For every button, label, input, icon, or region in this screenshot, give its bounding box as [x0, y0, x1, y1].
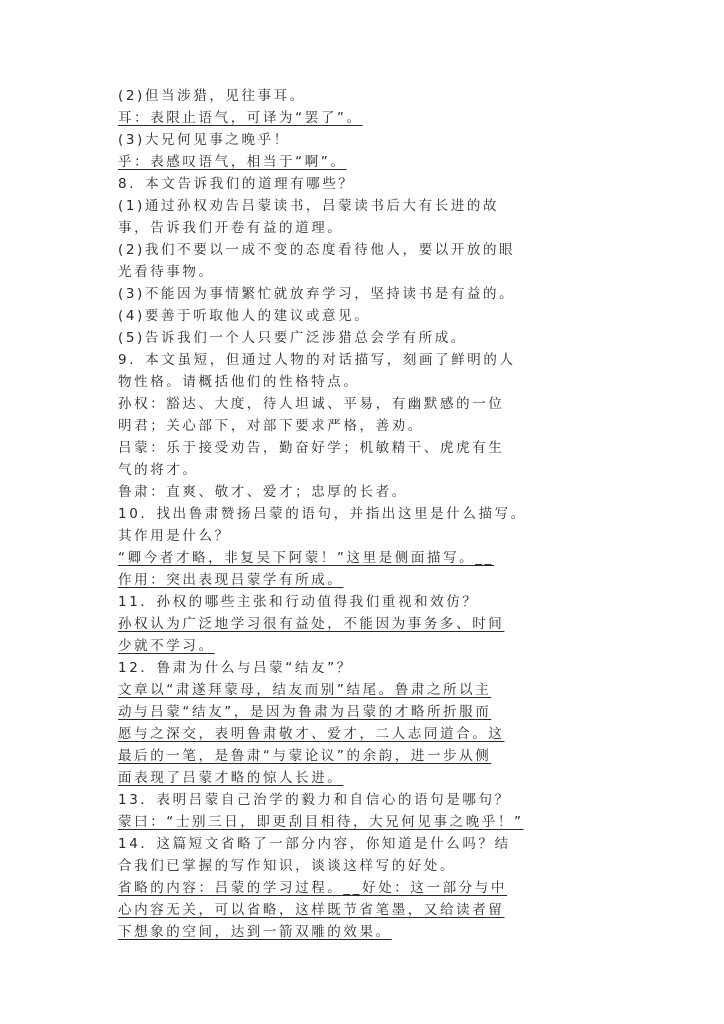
question-line: 9．本文虽短，但通过人物的对话描写，刻画了鲜明的人 — [118, 352, 516, 368]
answer-line: 省略的内容：吕蒙的学习过程。__好处：这一部分与中 — [118, 880, 507, 896]
answer-line: 孙权认为广泛地学习很有益处，不能因为事务多、时间 — [118, 616, 505, 632]
answer-line: 动与吕蒙“结友”，是因为鲁肃为吕蒙的才略所折服而 — [118, 704, 492, 720]
text-line: (3)大兄何见事之晚乎！ — [118, 132, 290, 148]
answer-line: 作用：突出表现吕蒙学有所成。 — [118, 572, 344, 588]
question-line: 13．表明吕蒙自己治学的毅力和自信心的语句是哪句？ — [118, 792, 511, 808]
question-line: 10．找出鲁肃赞扬吕蒙的语句，并指出这里是什么描写。 — [118, 506, 527, 522]
answer-line: 文章以“肃遂拜蒙母，结友而别”结尾。鲁肃之所以主 — [118, 682, 492, 698]
question-line: 12．鲁肃为什么与吕蒙“结友”？ — [118, 660, 353, 676]
answer-line: “卿今者才略，非复吴下阿蒙！”这里是侧面描写。__ — [118, 550, 494, 566]
answer-line: 少就不学习。 — [118, 638, 215, 654]
question-line: 合我们已掌握的写作知识，谈谈这样写的好处。 — [118, 858, 457, 874]
answer-line: 心内容无关，可以省略，这样既节省笔墨，又给读者留 — [118, 902, 505, 918]
question-line: 14．这篇短文省略了一部分内容，你知道是什么吗？结 — [118, 836, 511, 852]
question-line: 8．本文告诉我们的道理有哪些？ — [118, 176, 355, 192]
question-line: 其作用是什么？ — [118, 528, 231, 544]
text-line: 光看待事物。 — [118, 264, 215, 280]
text-line: 气的将才。 — [118, 462, 199, 478]
question-line: 物性格。请概括他们的性格特点。 — [118, 374, 360, 390]
text-line: (2)我们不要以一成不变的态度看待他人，要以开放的眼 — [118, 242, 516, 258]
answer-line: 耳：表限止语气，可译为“罢了”。 — [118, 110, 363, 126]
answer-line: 面表现了吕蒙才略的惊人长进。 — [118, 770, 344, 786]
text-line: 明君；关心部下，对部下要求严格，善劝。 — [118, 418, 424, 434]
answer-line: 下想象的空间，达到一箭双雕的效果。 — [118, 924, 392, 940]
text-line: (5)告诉我们一个人只要广泛涉猎总会学有所成。 — [118, 330, 467, 346]
text-line: 孙权：豁达、大度，待人坦诚、平易，有幽默感的一位 — [118, 396, 505, 412]
text-line: (1)通过孙权劝告吕蒙读书，吕蒙读书后大有长进的故 — [118, 198, 500, 214]
text-line: 事，告诉我们开卷有益的道理。 — [118, 220, 344, 236]
text-line: (3)不能因为事情繁忙就放弃学习，坚持读书是有益的。 — [118, 286, 516, 302]
answer-line: 蒙曰：“士别三日，即更刮目相待，大兄何见事之晚乎！” — [118, 814, 524, 830]
text-line: 吕蒙：乐于接受劝告，勤奋好学；机敏精干、虎虎有生 — [118, 440, 505, 456]
answer-line: 愿与之深交，表明鲁肃敬才、爱才，二人志同道合。这 — [118, 726, 505, 742]
question-line: 11．孙权的哪些主张和行动值得我们重视和效仿？ — [118, 594, 479, 610]
answer-line: 乎：表感叹语气，相当于“啊”。 — [118, 154, 347, 170]
text-line: 鲁肃：直爽、敬才、爱才；忠厚的长者。 — [118, 484, 408, 500]
text-line: (2)但当涉猎，见往事耳。 — [118, 88, 306, 104]
answer-line: 最后的一笔，是鲁肃“与蒙论议”的余韵，进一步从侧 — [118, 748, 492, 764]
text-line: (4)要善于听取他人的建议或意见。 — [118, 308, 371, 324]
document-page — [118, 86, 610, 944]
